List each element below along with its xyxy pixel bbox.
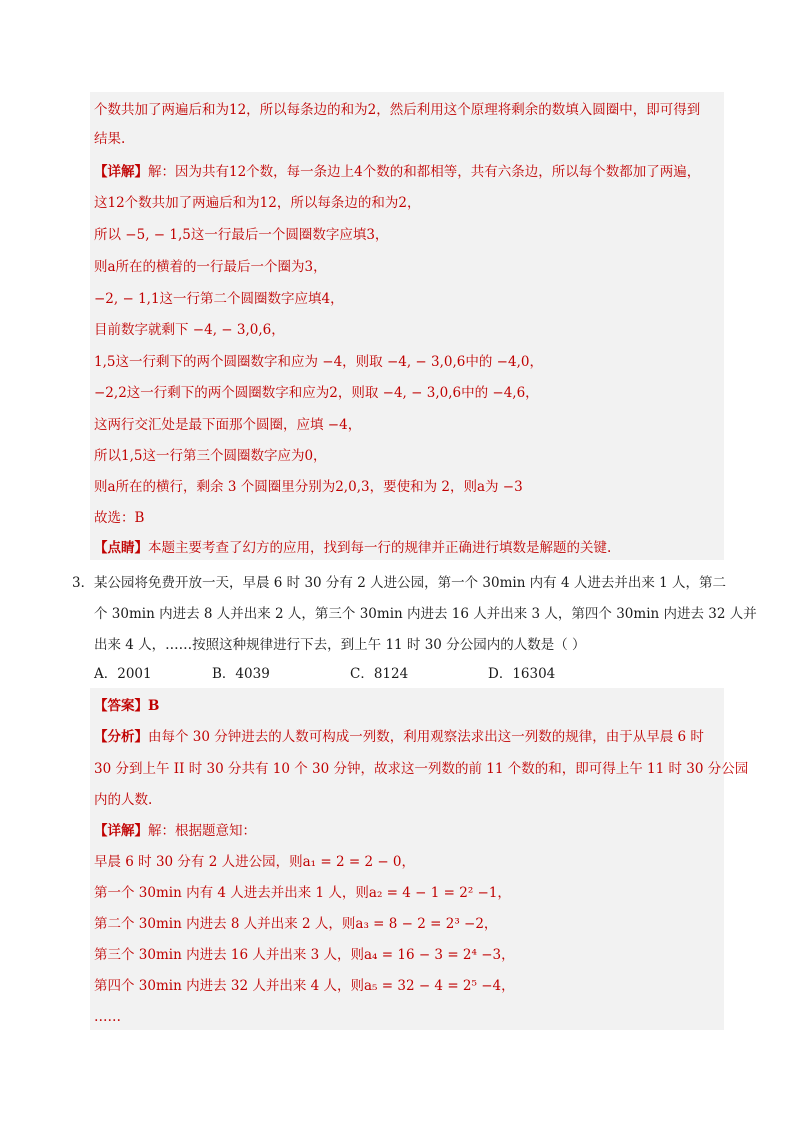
analysis-tag: 【分析】 — [94, 729, 148, 745]
solution-line: 这两行交汇处是最下面那个圆圈，应填 −4， — [94, 417, 362, 433]
solution-line: 所以1,5这一行第三个圆圈数字应为0， — [94, 448, 327, 464]
analysis-line: 内的人数. — [94, 792, 153, 808]
remark-tag: 【点睛】 — [94, 540, 148, 556]
analysis-text: 由每个 30 分钟进去的人数可构成一列数，利用观察法求出这一列数的规律，由于从早晨 6 时 — [148, 729, 704, 745]
option-b: B．4039 — [212, 666, 270, 682]
detail-tag: 【详解】 — [94, 823, 148, 839]
remark-line — [94, 539, 611, 557]
solution-line: −2, − 1,1这一行第二个圆圈数字应填4， — [94, 291, 344, 307]
solution-line: 个数共加了两遍后和为12，所以每条边的和为2，然后利用这个原理将剩余的数填入圆圈中，即可得到 — [94, 102, 701, 118]
remark-text: 本题主要考查了幻方的应用，找到每一行的规律并正确进行填数是解题的关键. — [148, 540, 612, 556]
answer-line — [94, 697, 159, 715]
detail-text: 解：因为共有12个数，每一条边上4个数的和都相等，共有六条边，所以每个数都加了两遍， — [148, 164, 701, 180]
solution-line: 结果. — [94, 131, 126, 147]
step-line: 第一个 30min 内有 4 人进去并出来 1 人，则a₂ = 4 − 1 = 2² −1， — [94, 885, 511, 901]
solution-line: 则a所在的横着的一行最后一个圈为3， — [94, 259, 327, 275]
question-stem-line: 个 30min 内进去 8 人并出来 2 人，第三个 30min 内进去 16 人并出来 3 人，第四个 30min 内进去 32 人并 — [94, 606, 757, 622]
option-d: D．16304 — [488, 666, 556, 682]
step-line: 早晨 6 时 30 分有 2 人进公园，则a₁ = 2 = 2 − 0， — [94, 854, 416, 870]
solution-line: 这12个数共加了两遍后和为12，所以每条边的和为2， — [94, 195, 421, 211]
analysis-line: 30 分到上午 II 时 30 分共有 10 个 30 分钟，故求这一列数的前 11 个数的和，即可得上午 11 时 30 分公园 — [94, 761, 749, 777]
detail-tag: 【详解】 — [94, 164, 148, 180]
solution-line: 则a所在的横行，剩余 3 个圆圈里分别为2,0,3，要使和为 2，则a为 −3 — [94, 479, 523, 495]
step-line: …… — [94, 1009, 121, 1025]
analysis-line — [94, 728, 704, 746]
answer-tag: 【答案】 — [94, 698, 148, 714]
question-number: 3． — [72, 575, 95, 591]
solution-line: −2,2这一行剩下的两个圆圈数字和应为2，则取 −4, − 3,0,6中的 −4,6， — [94, 385, 539, 401]
question-stem-line: 出来 4 人，……按照这种规律进行下去，到上午 11 时 30 分公园内的人数是（ ） — [94, 637, 586, 653]
solution-line: 所以 −5, − 1,5这一行最后一个圆圈数字应填3， — [94, 227, 389, 243]
solution-line: 目前数字就剩下 −4, − 3,0,6， — [94, 322, 285, 338]
step-line: 第四个 30min 内进去 32 人并出来 4 人，则a₅ = 32 − 4 = 2⁵ −4， — [94, 978, 515, 994]
detail-line — [94, 822, 256, 840]
answer-value: B — [148, 698, 160, 714]
detail-line — [94, 163, 700, 181]
option-a: A．2001 — [94, 666, 152, 682]
step-line: 第二个 30min 内进去 8 人并出来 2 人，则a₃ = 8 − 2 = 2³ −2， — [94, 916, 498, 932]
solution-line: 1,5这一行剩下的两个圆圈数字和应为 −4，则取 −4, − 3,0,6中的 −4,0， — [94, 354, 543, 370]
detail-intro: 解：根据题意知： — [148, 823, 256, 839]
option-c: C．8124 — [350, 666, 409, 682]
solution-line: 故选：B — [94, 510, 145, 526]
step-line: 第三个 30min 内进去 16 人并出来 3 人，则a₄ = 16 − 3 = 2⁴ −3， — [94, 947, 515, 963]
question-stem-line: 某公园将免费开放一天，早晨 6 时 30 分有 2 人进公园，第一个 30min 内有 4 人进去并出来 1 人，第二 — [94, 575, 727, 591]
